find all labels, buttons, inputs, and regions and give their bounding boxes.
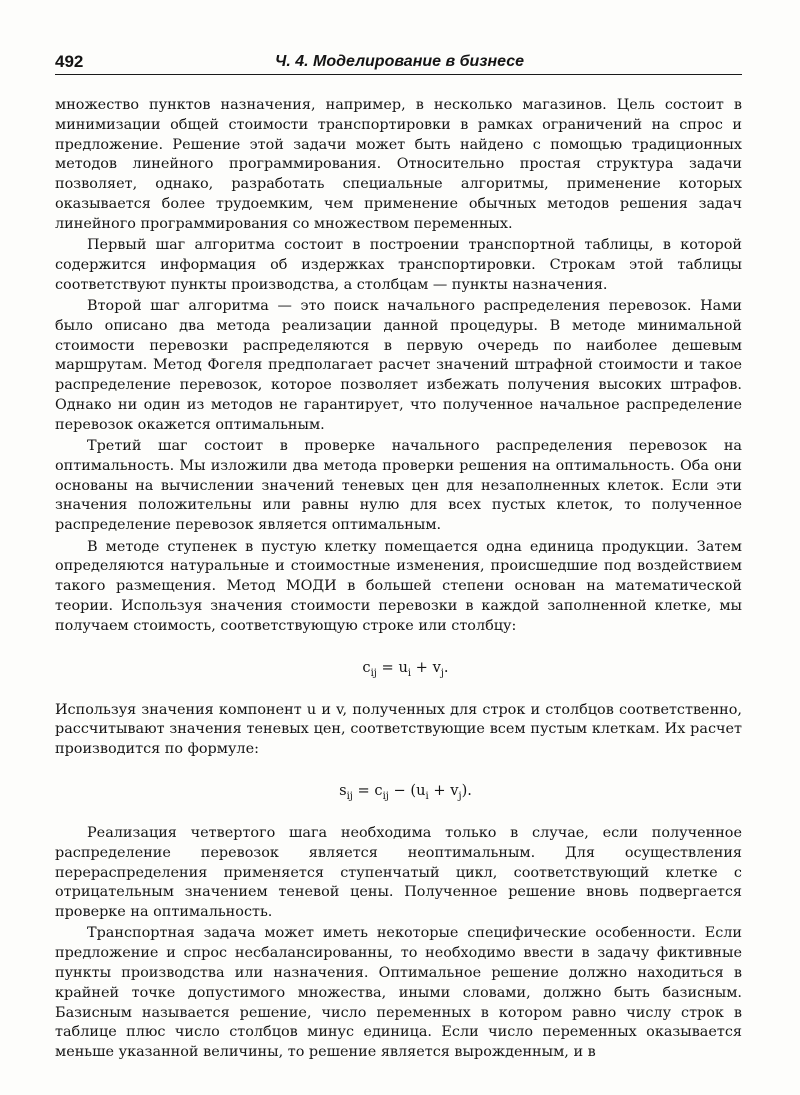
formula-cost-lhs-sub: ij <box>370 667 377 679</box>
formula-shadow-u-sub: i <box>425 790 429 802</box>
paragraph-continued: множество пунктов назначения, например, в несколько магазинов. Цель состоит в минимизации общей стоимости транспортировки в рамках ограничений на спрос и предложение. Решение этой задачи может быть найдено с помощью традиционных методов линейного программирования. Относительно простая структура задачи позволяет, однако, разработать специальные алгоритмы, применение которых оказывается более трудоемким, чем применение обычных методов решения задач линейного программирования со множеством переменных. <box>55 97 742 232</box>
page-number: 492 <box>55 52 84 71</box>
formula-shadow-v: v <box>450 781 459 799</box>
formula-shadow-plus: + <box>428 781 451 799</box>
formula-cost-u-sub: i <box>407 667 412 679</box>
paragraph-specifics: Транспортная задача может иметь некоторые специфические особенности. Если предложение и спрос несбалансированны, то необходимо ввести в задачу фиктивные пункты производства или назначения. Оптимальное решение должно находиться в крайней точке допустимого множества, иными словами, должно быть базисным. Базисным называется решение, число переменных в котором равно числу строк в таблице плюс число столбцов минус единица. Если число переменных оказывается меньше указанной величины, то решение является вырожденным, и в <box>55 925 742 1061</box>
formula-shadow-c-sub: ij <box>382 790 389 802</box>
formula-shadow-u: u <box>416 781 426 799</box>
formula-cost-lhs: c <box>362 658 371 676</box>
formula-cost-v: v <box>432 658 441 676</box>
formula-shadow-minus: − ( <box>388 781 417 799</box>
formula-cost-v-sub: j <box>440 667 444 679</box>
page-header <box>55 52 742 75</box>
paragraph-step-one: Первый шаг алгоритма состоит в построении транспортной таблицы, в которой содержится информация об издержках транспортировки. Строкам этой таблицы соответствуют пункты производства, а столбцам — пункты назначения. <box>55 237 742 293</box>
paragraph-step-two: Второй шаг алгоритма — это поиск начального распределения перевозок. Нами было описано два метода реализации данной процедуры. В методе минимальной стоимости перевозки распределяются в первую очередь по наиболее дешевым маршрутам. Метод Фогеля предполагает расчет значений штрафной стоимости и такое распределение перевозок, которое позволяет избежать получения высоких штрафов. Однако ни один из методов не гарантирует, что полученное начальное распределение перевозок окажется оптимальным. <box>55 297 742 433</box>
formula-cost-u: u <box>398 658 408 676</box>
formula-cost <box>55 658 742 678</box>
formula-shadow-price <box>55 781 742 801</box>
formula-shadow-c: c <box>374 781 383 799</box>
formula-shadow-v-sub: j <box>458 790 462 802</box>
paragraph-step-three: Третий шаг состоит в проверке начального распределения перевозок на оптимальность. Мы изложили два метода проверки решения на оптимальность. Оба они основаны на вычислении значений теневых цен для незаполненных клеток. Если эти значения положительны или равны нулю для всех пустых клеток, то полученное распределение перевозок является оптимальным. <box>55 438 742 534</box>
paragraph-stepping-stone: В методе ступенек в пустую клетку помещается одна единица продукции. Затем определяются натуральные и стоимостные изменения, происшедшие под воздействием такого размещения. Метод МОДИ в большей степени основан на математической теории. Используя значения стоимости перевозки в каждой заполненной клетке, мы получаем стоимость, соответствующую строке или столбцу: <box>55 538 742 634</box>
page-body <box>55 96 742 1063</box>
formula-shadow-eq: = <box>352 781 375 799</box>
formula-cost-plus: + <box>411 658 433 676</box>
formula-cost-eq: = <box>376 658 399 676</box>
formula-shadow-lhs-sub: ij <box>346 790 353 802</box>
running-title: Ч. 4. Моделирование в бизнесе <box>274 53 524 70</box>
formula-shadow-lhs: s <box>339 781 347 799</box>
paragraph-step-four: Реализация четвертого шага необходима только в случае, если полученное распределение перевозок является неоптимальным. Для осуществления перераспределения применяется ступенчатый цикл, соответствующий клетке с отрицательным значением теневой цены. Полученное решение вновь подвергается проверке на оптимальность. <box>55 824 742 921</box>
paragraph-shadow-prices: Используя значения компонент u и v, полученных для строк и столбцов соответственно, рассчитывают значения теневых цен, соответствующие всем пустым клеткам. Их расчет производится по формуле: <box>55 701 742 758</box>
formula-shadow-end: ). <box>461 781 472 799</box>
formula-cost-end: . <box>443 658 449 676</box>
